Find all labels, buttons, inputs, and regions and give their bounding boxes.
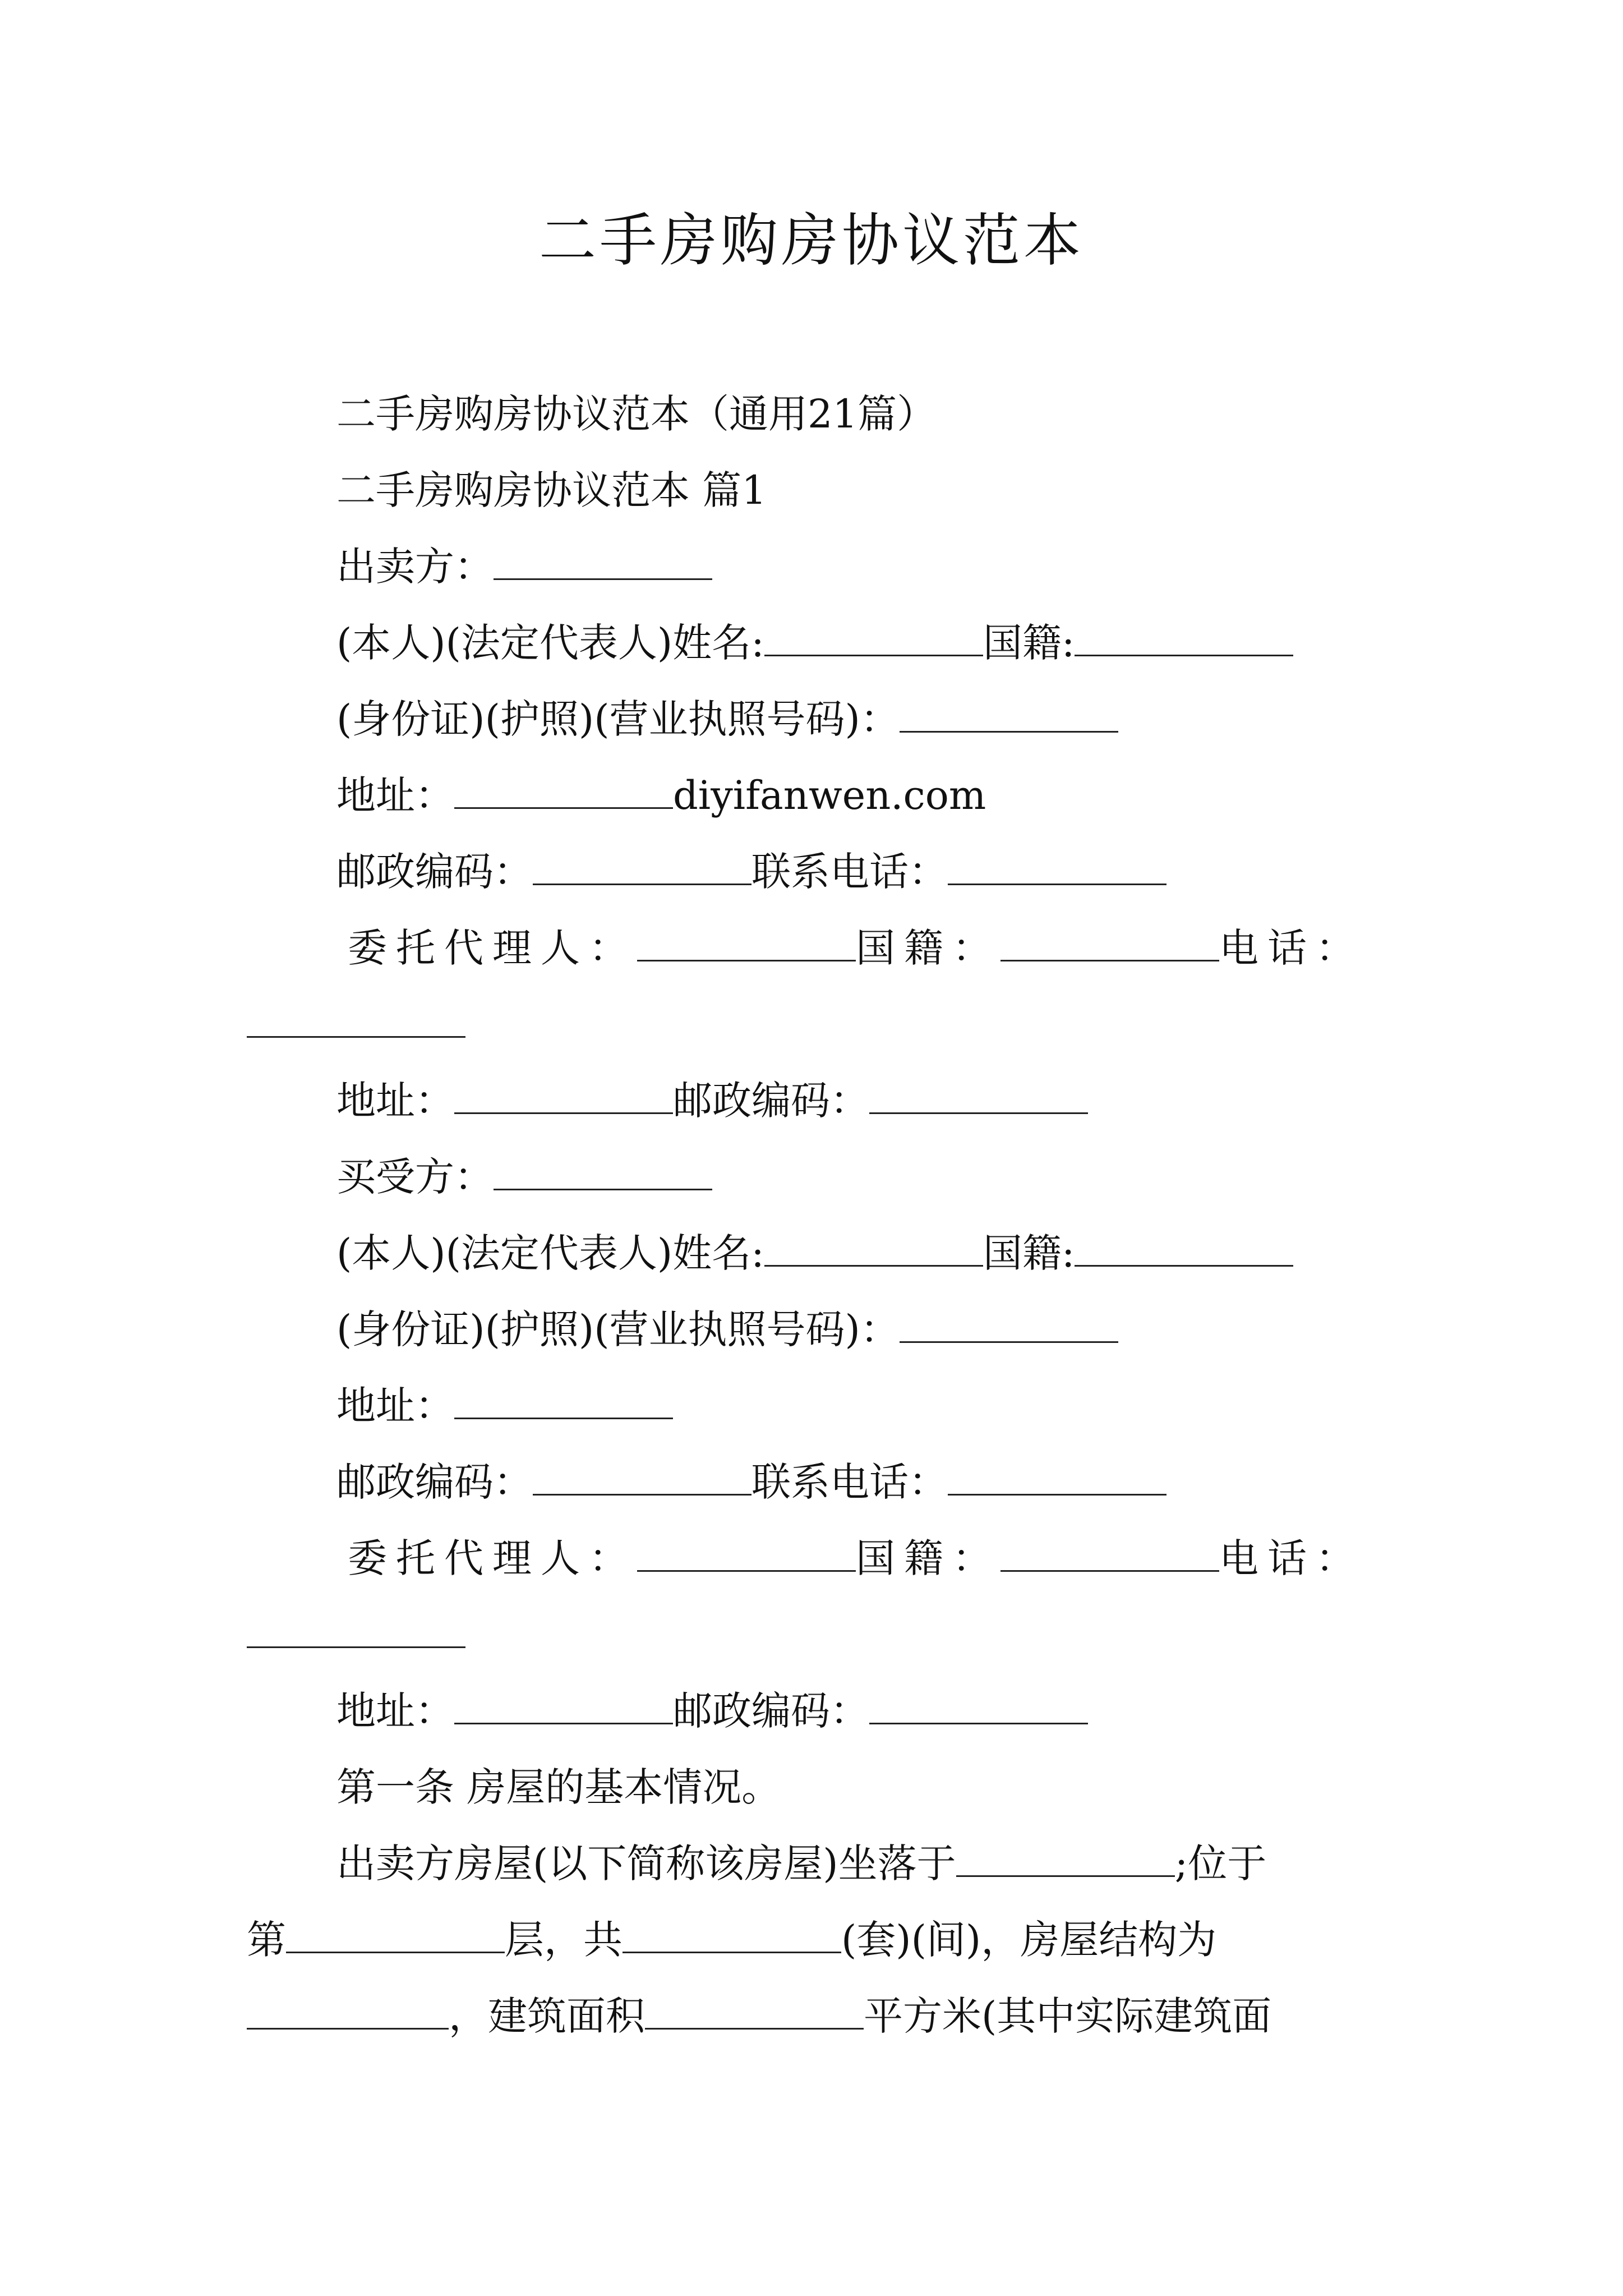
subtitle: 二手房购房协议范本（通用21篇） — [336, 391, 937, 437]
section-title: 二手房购房协议范本 篇1 — [336, 467, 767, 513]
seller-blank[interactable] — [494, 545, 712, 580]
seller-agent-postcode-label: 邮政编码： — [673, 1078, 869, 1124]
seller-agent-address-label: 地址： — [336, 1078, 454, 1124]
buyer-phone-blank[interactable] — [948, 1460, 1166, 1496]
seller-phone-label: 联系电话： — [751, 849, 948, 895]
seller-postcode-blank[interactable] — [533, 850, 751, 885]
seller-id-label: (身份证)(护照)(营业执照号码)： — [336, 696, 900, 742]
seller-phone-blank[interactable] — [948, 850, 1166, 885]
document-title: 二手房购房协议范本 — [539, 208, 1084, 274]
buyer-nationality-label: 国籍: — [983, 1230, 1075, 1276]
seller-agent-nationality-label: 国籍： — [856, 925, 1000, 971]
seller-agent-address-blank[interactable] — [454, 1079, 673, 1114]
seller-nationality-blank[interactable] — [1075, 621, 1293, 656]
article1-text-f: ，建筑面积 — [449, 1993, 645, 2039]
seller-name-blank[interactable] — [764, 621, 983, 656]
seller-agent-phone-continuation — [247, 997, 465, 1051]
buyer-postcode-label: 邮政编码： — [336, 1459, 533, 1505]
article1-line2 — [247, 1913, 1216, 1967]
seller-postcode-label: 邮政编码： — [336, 849, 533, 895]
buyer-agent-phone-blank[interactable] — [247, 1613, 465, 1648]
seller-contact-line — [336, 845, 1166, 899]
seller-agent-label: 委托代理人： — [348, 925, 637, 971]
buyer-address-line — [336, 1379, 673, 1433]
buyer-agent-nationality-blank[interactable] — [1000, 1536, 1219, 1572]
buyer-name-blank[interactable] — [764, 1231, 983, 1267]
article1-text-c: 第 — [247, 1917, 286, 1963]
seller-agent-phone-label: 电话： — [1219, 925, 1364, 971]
buyer-agent-address-label: 地址： — [336, 1688, 454, 1734]
buyer-name-line — [336, 1226, 1293, 1280]
buyer-agent-address-line — [336, 1684, 1088, 1738]
seller-id-blank[interactable] — [900, 697, 1118, 733]
buyer-label: 买受方： — [336, 1154, 494, 1200]
units-blank[interactable] — [623, 1918, 841, 1953]
buyer-agent-phone-continuation — [247, 1608, 465, 1662]
buyer-agent-blank[interactable] — [637, 1536, 856, 1572]
buyer-id-blank[interactable] — [900, 1308, 1118, 1343]
seller-name-line — [336, 616, 1293, 670]
seller-agent-nationality-blank[interactable] — [1000, 926, 1219, 961]
buyer-agent-address-blank[interactable] — [454, 1689, 673, 1724]
article1-text-a: 出卖方房屋(以下简称该房屋)坐落于 — [336, 1841, 956, 1887]
buyer-address-label: 地址： — [336, 1383, 454, 1429]
buyer-nationality-blank[interactable] — [1075, 1231, 1293, 1267]
buyer-agent-phone-label: 电话： — [1219, 1535, 1364, 1581]
seller-agent-line — [348, 921, 1364, 975]
article1-text-g: 平方米(其中实际建筑面 — [864, 1993, 1272, 2039]
seller-address-blank[interactable] — [454, 774, 673, 809]
buyer-agent-line — [348, 1531, 1364, 1585]
property-location-blank[interactable] — [956, 1842, 1175, 1877]
seller-address-line — [336, 769, 986, 822]
seller-address-label: 地址： — [336, 772, 454, 818]
area-blank[interactable] — [645, 1994, 864, 2030]
floor-blank[interactable] — [286, 1918, 505, 1953]
seller-id-line — [336, 692, 1118, 746]
buyer-contact-line — [336, 1455, 1166, 1509]
buyer-phone-label: 联系电话： — [751, 1459, 948, 1505]
seller-agent-postcode-blank[interactable] — [869, 1079, 1088, 1114]
article1-text-e: (套)(间)，房屋结构为 — [841, 1917, 1217, 1963]
article1-line3 — [247, 1989, 1271, 2043]
buyer-address-blank[interactable] — [454, 1384, 673, 1419]
article1-text-b: ;位于 — [1174, 1841, 1267, 1887]
buyer-agent-postcode-label: 邮政编码： — [673, 1688, 869, 1734]
buyer-agent-nationality-label: 国籍： — [856, 1535, 1000, 1581]
buyer-id-label: (身份证)(护照)(营业执照号码)： — [336, 1306, 900, 1352]
seller-agent-address-line — [336, 1074, 1088, 1128]
buyer-name-label: (本人)(法定代表人)姓名: — [336, 1230, 764, 1276]
seller-agent-phone-blank[interactable] — [247, 1002, 465, 1038]
buyer-agent-label: 委托代理人： — [348, 1535, 637, 1581]
article1-heading: 第一条 房屋的基本情况。 — [336, 1764, 781, 1810]
buyer-agent-postcode-blank[interactable] — [869, 1689, 1088, 1724]
seller-nationality-label: 国籍: — [983, 620, 1075, 666]
article1-line1 — [336, 1837, 1266, 1890]
seller-label: 出卖方： — [336, 544, 494, 590]
buyer-line — [336, 1150, 712, 1204]
seller-name-label: (本人)(法定代表人)姓名: — [336, 620, 764, 666]
seller-line — [336, 540, 712, 593]
buyer-id-line — [336, 1303, 1118, 1356]
structure-blank[interactable] — [247, 1994, 449, 2030]
buyer-blank[interactable] — [494, 1155, 712, 1190]
article1-text-d: 层，共 — [505, 1917, 623, 1963]
watermark-text: diyifanwen.com — [673, 772, 986, 818]
seller-agent-blank[interactable] — [637, 926, 856, 961]
buyer-postcode-blank[interactable] — [533, 1460, 751, 1496]
